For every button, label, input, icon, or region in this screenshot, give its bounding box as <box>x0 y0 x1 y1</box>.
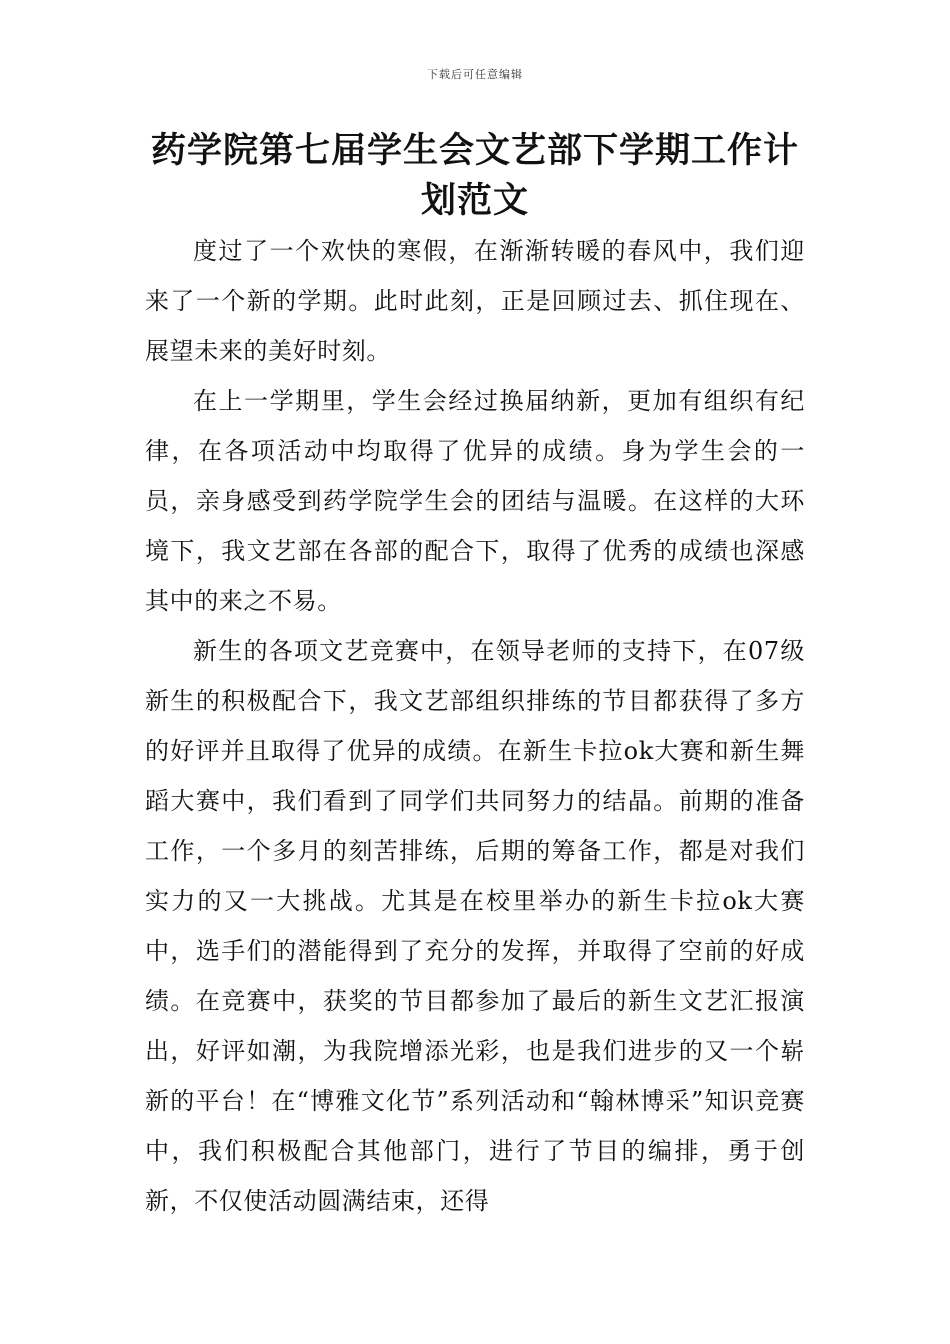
document-title: 药学院第七届学生会文艺部下学期工作计划范文 <box>150 131 799 221</box>
page-header-note: 下载后可任意编辑 <box>427 68 523 81</box>
paragraph-3: 新生的各项文艺竞赛中，在领导老师的支持下，在07级新生的积极配合下，我文艺部组织排练的节目都获得了多方的好评并且取得了优异的成绩。在新生卡拉ok大赛和新生舞蹈大赛中，我们看到了同学们共同努力的结晶。前期的准备工作，一个多月的刻苦排练，后期的筹备工作，都是对我们实力的又一大挑战。尤其是在校里举办的新生卡拉ok大赛中，选手们的潜能得到了充分的发挥，并取得了空前的好成绩。在竞赛中，获奖的节目都参加了最后的新生文艺汇报演出，好评如潮，为我院增添光彩，也是我们进步的又一个崭新的平台！在“博雅文化节”系列活动和“翰林博采”知识竞赛中，我们积极配合其他部门，进行了节目的编排，勇于创新，不仅使活动圆满结束，还得 <box>145 637 805 1215</box>
paragraph-1: 度过了一个欢快的寒假，在渐渐转暖的春风中，我们迎来了一个新的学期。此时此刻，正是回顾过去、抓住现在、展望未来的美好时刻。 <box>145 237 805 365</box>
paragraph-2: 在上一学期里，学生会经过换届纳新，更加有组织有纪律，在各项活动中均取得了优异的成绩。身为学生会的一员，亲身感受到药学院学生会的团结与温暖。在这样的大环境下，我文艺部在各部的配合下，取得了优秀的成绩也深感其中的来之不易。 <box>145 387 805 615</box>
document-body <box>145 226 805 1226</box>
